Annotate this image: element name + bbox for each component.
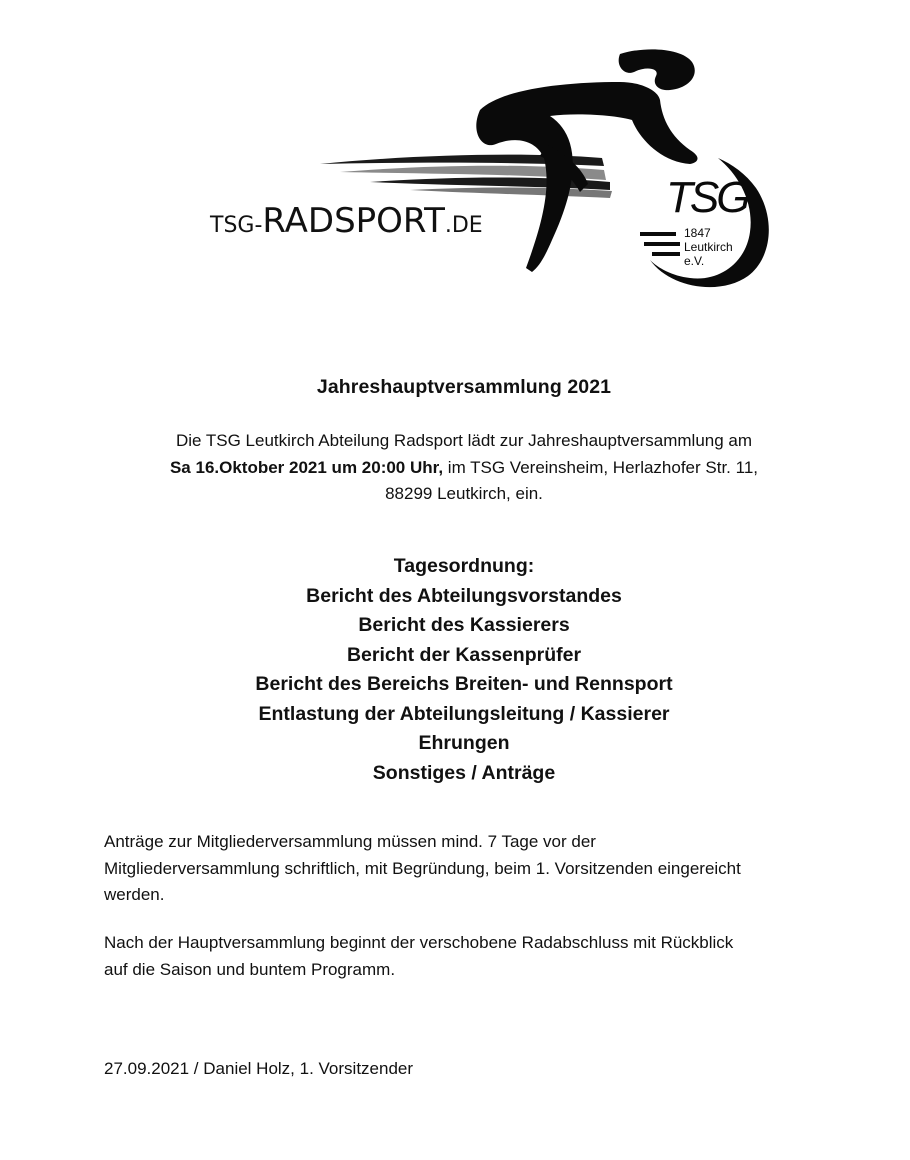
agenda-item: Bericht des Kassierers	[358, 614, 570, 636]
invitation-line-2	[0, 455, 910, 482]
invitation-line-1: Die TSG Leutkirch Abteilung Radsport lädt zur Jahreshauptversammlung am	[175, 431, 753, 450]
program-paragraph	[104, 930, 844, 983]
logo-name: RADSPORT	[262, 201, 445, 241]
badge-ev-text: e.V.	[684, 254, 705, 268]
invitation-line-3: 88299 Leutkirch, ein.	[385, 484, 543, 503]
agenda-item: Ehrungen	[418, 732, 510, 754]
badge-tsg-text: TSG	[666, 173, 748, 222]
logo-suffix: .DE	[444, 213, 483, 238]
agenda-item: Bericht der Kassenprüfer	[346, 643, 582, 666]
signature-line: 27.09.2021 / Daniel Holz, 1. Vorsitzender	[104, 1059, 414, 1078]
logo-wordmark	[209, 201, 483, 241]
paragraph-line: Anträge zur Mitgliederversammlung müssen mind. 7 Tage vor der	[104, 832, 596, 851]
agenda-item: Sonstiges / Anträge	[372, 761, 556, 784]
agenda-heading: Tagesordnung:	[393, 555, 535, 577]
paragraph-line: auf die Saison und buntem Programm.	[104, 959, 396, 979]
paragraph-line: Mitgliederversammlung schriftlich, mit Begründung, beim 1. Vorsitzenden eingereicht	[104, 858, 741, 878]
agenda	[0, 552, 910, 788]
page-title: Jahreshauptversammlung 2021	[316, 376, 612, 398]
event-date: Sa 16.Oktober 2021 um 20:00 Uhr,	[169, 457, 444, 477]
antraege-paragraph	[104, 829, 844, 909]
invitation-text	[0, 428, 910, 508]
paragraph-line: Nach der Hauptversammlung beginnt der verschobene Radabschluss mit Rückblick	[104, 933, 734, 952]
badge-city-text: Leutkirch	[684, 240, 733, 254]
agenda-item: Entlastung der Abteilungsleitung / Kassierer	[258, 702, 670, 725]
agenda-item: Bericht des Bereichs Breiten- und Rennsport	[255, 673, 673, 695]
logo-prefix: TSG-	[210, 213, 263, 238]
tsg-radsport-logo	[200, 40, 770, 300]
paragraph-line: werden.	[104, 885, 165, 904]
badge-year-text: 1847	[684, 226, 711, 240]
event-location: im TSG Vereinsheim, Herlazhofer Str. 11,	[443, 457, 759, 477]
agenda-item: Bericht des Abteilungsvorstandes	[306, 584, 622, 607]
tsg-badge-icon	[640, 158, 769, 287]
